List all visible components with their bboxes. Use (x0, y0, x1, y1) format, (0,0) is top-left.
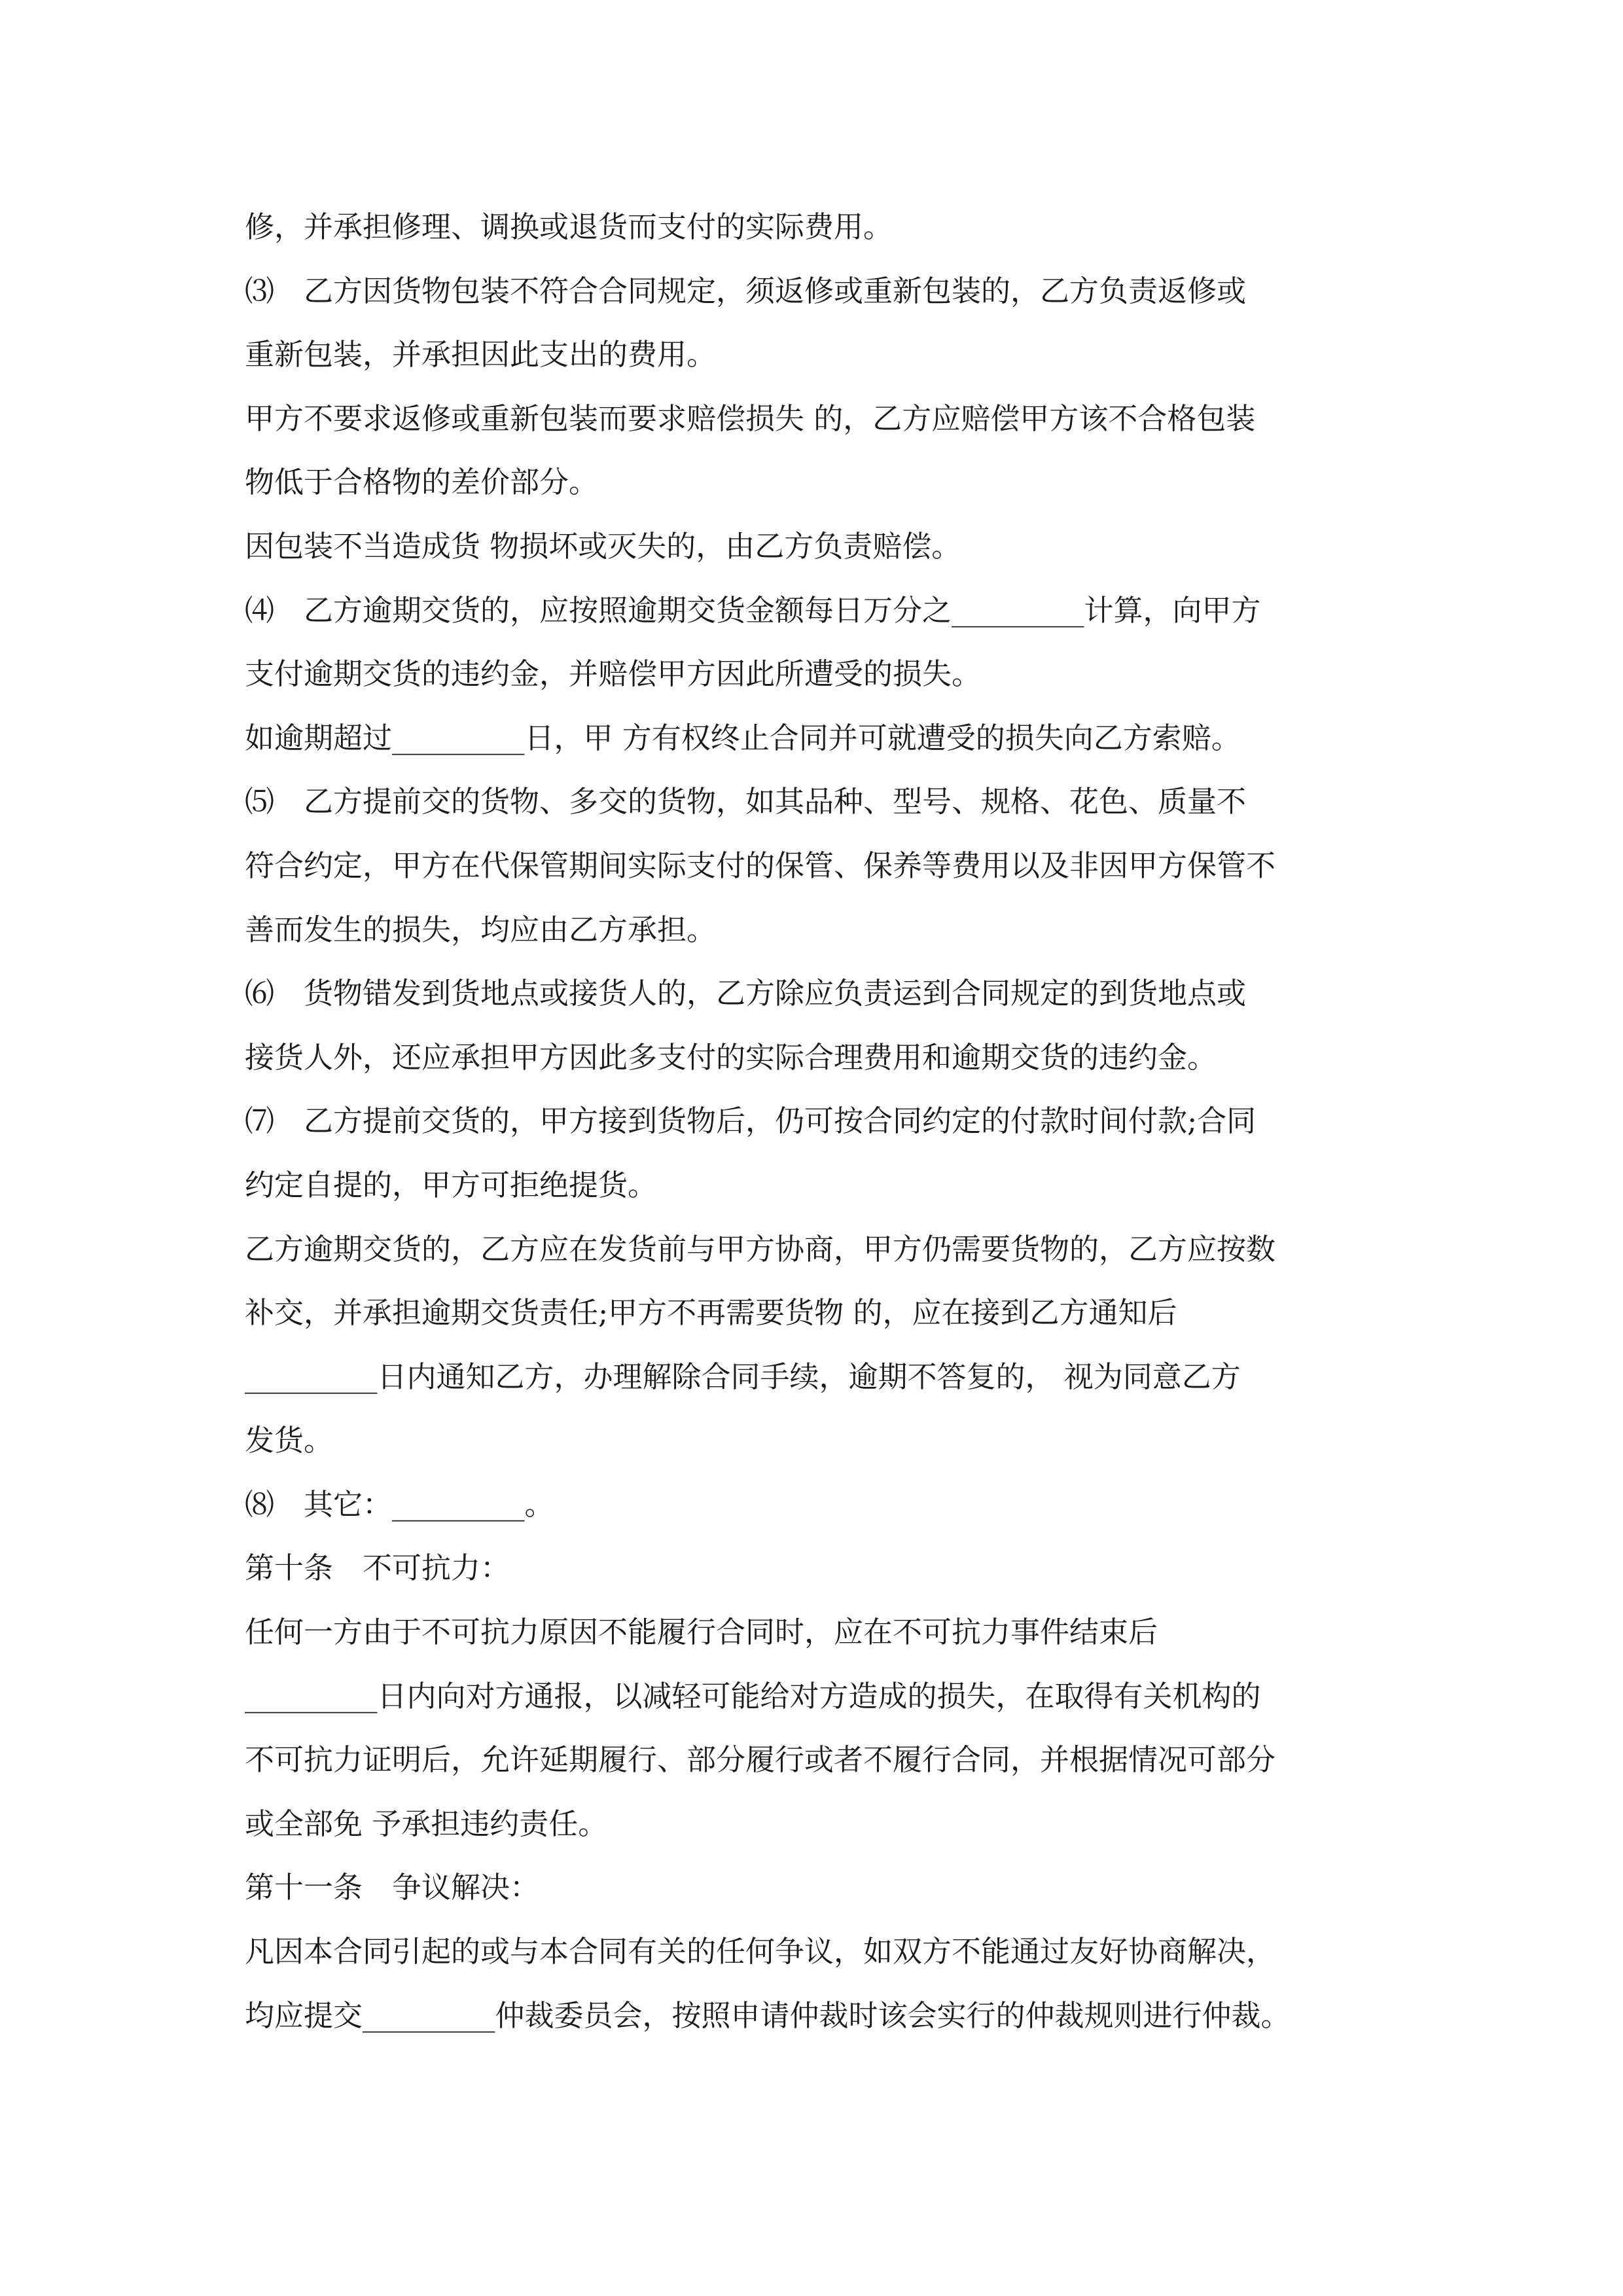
text-line: 或全部免 予承担违约责任。 (245, 1806, 608, 1841)
text-line: 任何一方由于不可抗力原因不能履行合同时，应在不可抗力事件结束后 (245, 1615, 1158, 1650)
text-line: 均应提交_________仲裁委员会，按照申请仲裁时该会实行的仲裁规则进行仲裁。 (245, 1998, 1291, 2033)
text-line: 物低于合格物的差价部分。 (245, 465, 599, 500)
text-line: 约定自提的，甲方可拒绝提货。 (245, 1167, 658, 1202)
text-line: 甲方不要求返修或重新包装而要求赔偿损失 的，乙方应赔偿甲方该不合格包装 (245, 401, 1256, 436)
text-line: ⑸ 乙方提前交的货物、多交的货物，如其品种、型号、规格、花色、质量不 (245, 784, 1247, 819)
text-line: 凡因本合同引起的或与本合同有关的任何争议，如双方不能通过友好协商解决， (245, 1934, 1276, 1969)
text-line: 符合约定，甲方在代保管期间实际支付的保管、保养等费用以及非因甲方保管不 (245, 848, 1276, 883)
contract-text (245, 195, 1383, 2047)
text-line: 如逾期超过_________日，甲 方有权终止合同并可就遭受的损失向乙方索赔。 (245, 720, 1241, 755)
text-line: 发货。 (245, 1423, 334, 1458)
text-line: 重新包装，并承担因此支出的费用。 (245, 337, 717, 372)
text-line: 补交，并承担逾期交货责任;甲方不再需要货物 的，应在接到乙方通知后 (245, 1295, 1177, 1331)
section-heading: 第十条 不可抗力： (245, 1551, 510, 1586)
text-line: ⑹ 货物错发到货地点或接货人的，乙方除应负责运到合同规定的到货地点或 (245, 976, 1247, 1011)
text-line: 修，并承担修理、调换或退货而支付的实际费用。 (245, 209, 893, 244)
text-line: 接货人外，还应承担甲方因此多支付的实际合理费用和逾期交货的违约金。 (245, 1039, 1217, 1075)
text-line: ⑶ 乙方因货物包装不符合合同规定，须返修或重新包装的，乙方负责返修或 (245, 273, 1247, 308)
text-line: 因包装不当造成货 物损坏或灭失的，由乙方负责赔偿。 (245, 528, 961, 564)
text-line: ⑻ 其它：_________。 (245, 1486, 554, 1522)
text-line: ⑷ 乙方逾期交货的，应按照逾期交货金额每日万分之_________计算，向甲方 (245, 592, 1261, 628)
text-line: ⑺ 乙方提前交货的，甲方接到货物后，仍可按合同约定的付款时间付款;合同 (245, 1103, 1257, 1139)
text-line: 支付逾期交货的违约金，并赔偿甲方因此所遭受的损失。 (245, 656, 982, 692)
text-line: 不可抗力证明后，允许延期履行、部分履行或者不履行合同，并根据情况可部分 (245, 1742, 1276, 1778)
section-heading: 第十一条 争议解决： (245, 1870, 540, 1905)
text-line: 乙方逾期交货的，乙方应在发货前与甲方协商，甲方仍需要货物的，乙方应按数 (245, 1231, 1276, 1266)
text-line: _________日内向对方通报，以减轻可能给对方造成的损失，在取得有关机构的 (245, 1678, 1261, 1713)
text-line: 善而发生的损失，均应由乙方承担。 (245, 912, 717, 947)
text-line: _________日内通知乙方，办理解除合同手续，逾期不答复的， 视为同意乙方 (245, 1359, 1241, 1394)
